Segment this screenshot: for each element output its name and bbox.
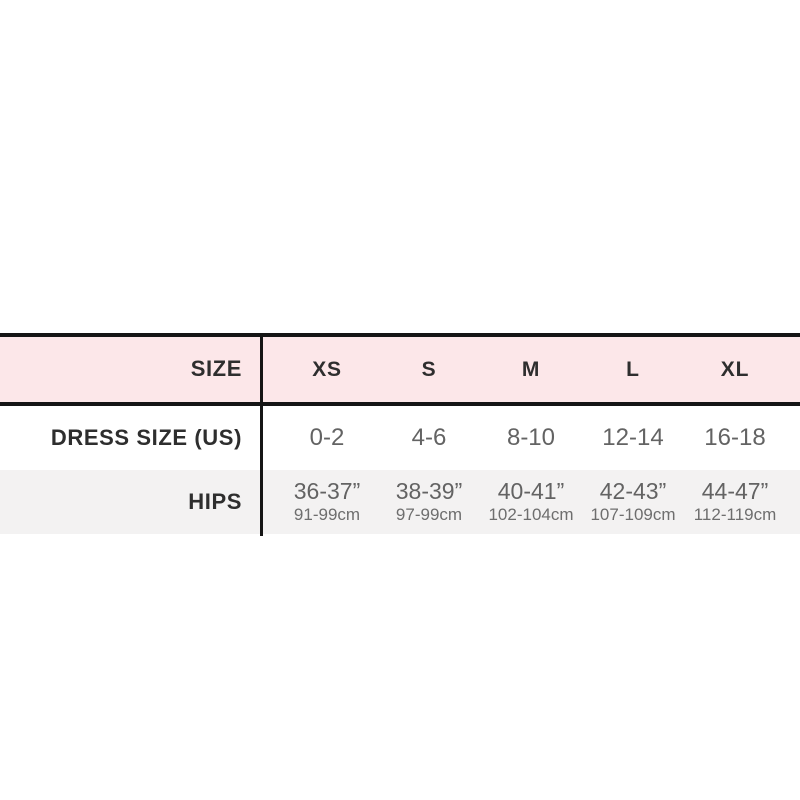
table-header-row [0,333,800,406]
hips-m [480,479,582,525]
hips-l-cm: 107-109cm [590,505,676,525]
table-row-hips [0,470,800,534]
hips-m-inches: 40-41” [497,478,565,504]
size-chart-table [0,333,800,534]
dress-size-xs: 0-2 [309,423,345,451]
table-row-dress-size [0,406,800,470]
dress-size-l: 12-14 [602,423,664,451]
hips-l [582,479,684,525]
dress-size-row-label: DRESS SIZE (US) [50,424,242,450]
dress-size-s: 4-6 [411,423,447,451]
hips-xs-cm: 91-99cm [293,505,361,525]
header-col-l: L [626,357,640,381]
hips-xl [684,479,786,525]
hips-xl-inches: 44-47” [701,478,769,504]
hips-row-label: HIPS [188,488,242,514]
hips-xs [276,479,378,525]
hips-s-inches: 38-39” [395,478,463,504]
dress-size-xl: 16-18 [704,423,766,451]
hips-m-cm: 102-104cm [488,505,574,525]
header-col-m: M [521,357,541,381]
hips-s [378,479,480,525]
hips-xl-cm: 112-119cm [693,505,777,525]
hips-s-cm: 97-99cm [395,505,463,525]
header-col-s: S [421,357,437,381]
hips-l-inches: 42-43” [599,478,667,504]
label-column-divider [260,333,263,536]
dress-size-m: 8-10 [506,423,556,451]
hips-xs-inches: 36-37” [293,478,361,504]
header-col-xs: XS [312,357,342,381]
header-size-label: SIZE [190,356,242,382]
header-col-xl: XL [720,357,750,381]
